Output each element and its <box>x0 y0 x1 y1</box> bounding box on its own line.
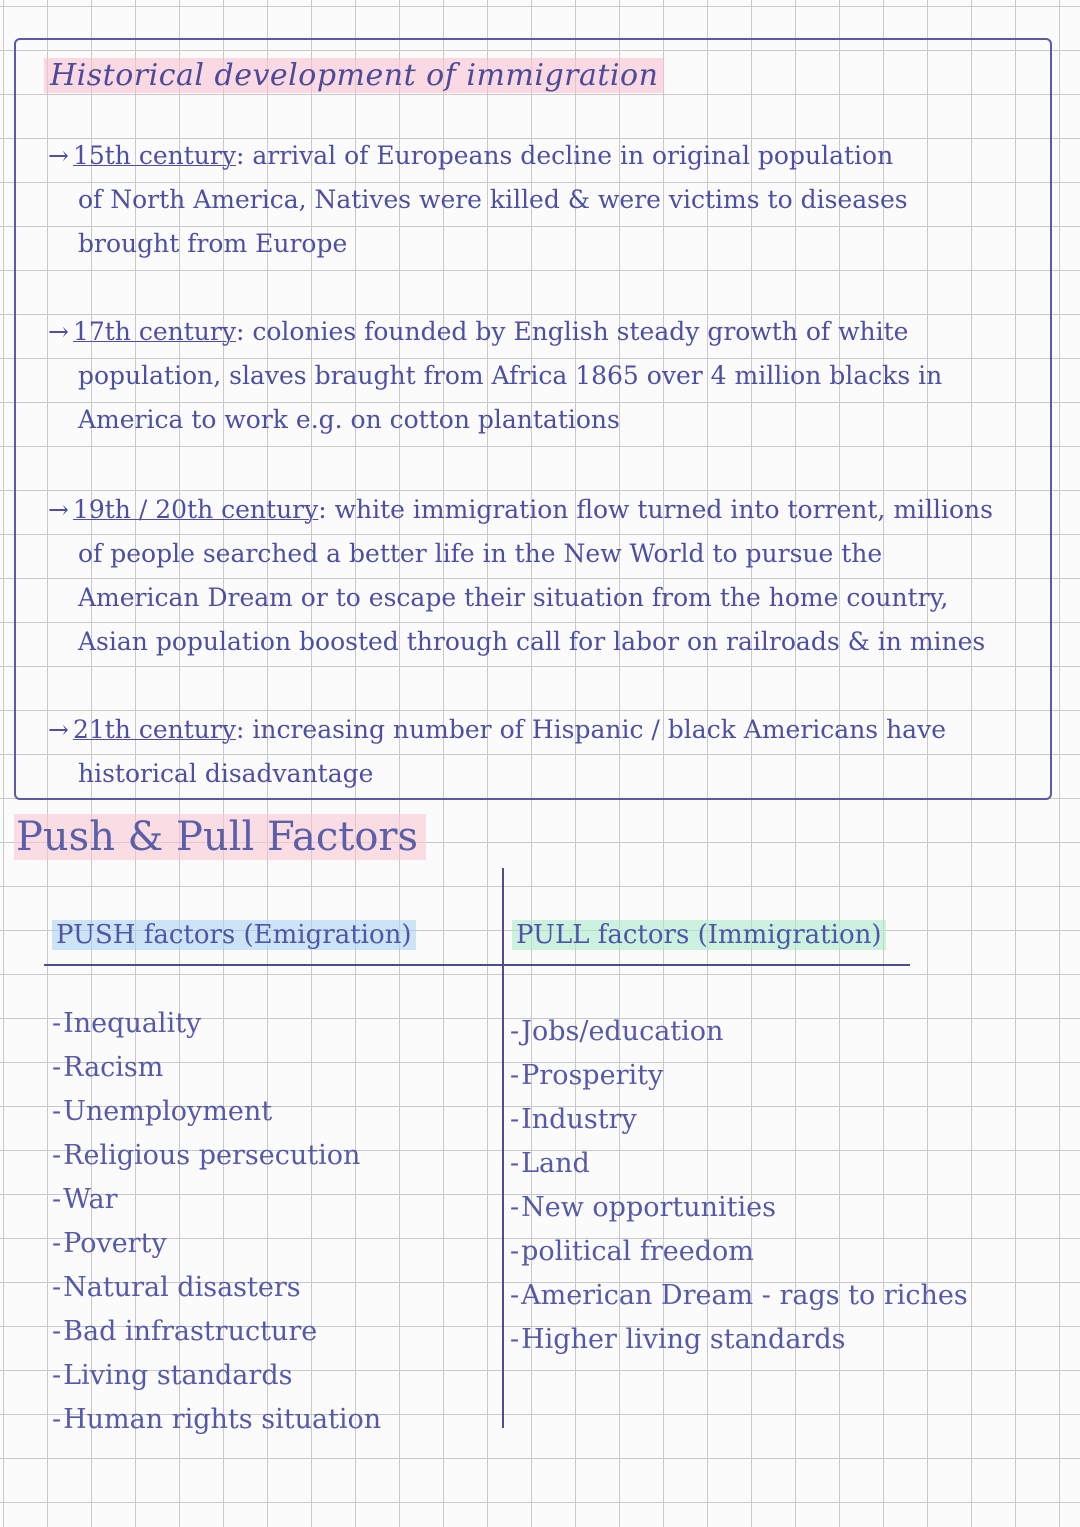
entry-line: : colonies founded by English steady growth of white <box>235 317 909 346</box>
arrow-icon: → <box>48 495 69 524</box>
history-entry-15th <box>48 134 1038 266</box>
list-item: - Higher living standards <box>510 1318 968 1362</box>
entry-century: 21th century <box>72 715 236 744</box>
entry-line: of North America, Natives were killed & were victims to diseases <box>78 185 908 214</box>
list-item: - political freedom <box>510 1230 968 1274</box>
entry-century: 15th century <box>72 141 236 170</box>
list-item: - War <box>52 1178 381 1222</box>
history-entry-21th <box>48 708 1038 796</box>
push-factors-list <box>52 1002 381 1442</box>
entry-line: historical disadvantage <box>78 759 374 788</box>
pull-factors-header: PULL factors (Immigration) <box>512 920 886 950</box>
list-item: - Inequality <box>52 1002 381 1046</box>
list-item: - Human rights situation <box>52 1398 381 1442</box>
list-item: - Poverty <box>52 1222 381 1266</box>
list-item: - Natural disasters <box>52 1266 381 1310</box>
push-factors-header: PUSH factors (Emigration) <box>52 920 416 950</box>
list-item: - Living standards <box>52 1354 381 1398</box>
entry-line: of people searched a better life in the New World to pursue the <box>78 539 883 568</box>
list-item: - Industry <box>510 1098 968 1142</box>
column-divider <box>502 868 504 1428</box>
entry-line: America to work e.g. on cotton plantations <box>78 405 620 434</box>
list-item: - Land <box>510 1142 968 1186</box>
entry-line: American Dream or to escape their situation from the home country, <box>78 583 949 612</box>
entry-century: 17th century <box>72 317 236 346</box>
entry-century: 19th / 20th century <box>72 495 319 524</box>
arrow-icon: → <box>48 317 69 346</box>
list-item: - American Dream - rags to riches <box>510 1274 968 1318</box>
arrow-icon: → <box>48 715 69 744</box>
entry-line: : arrival of Europeans decline in original population <box>235 141 894 170</box>
entry-line: : increasing number of Hispanic / black Americans have <box>235 715 946 744</box>
entry-line: : white immigration flow turned into torrent, millions <box>318 495 993 524</box>
entry-line: brought from Europe <box>78 229 348 258</box>
list-item: - Religious persecution <box>52 1134 381 1178</box>
pull-factors-list <box>510 1010 968 1362</box>
history-title: Historical development of immigration <box>44 58 664 93</box>
list-item: - Racism <box>52 1046 381 1090</box>
list-item: - New opportunities <box>510 1186 968 1230</box>
entry-line: Asian population boosted through call for labor on railroads & in mines <box>78 627 986 656</box>
history-entry-19th-20th <box>48 488 1038 664</box>
entry-line: population, slaves braught from Africa 1865 over 4 million blacks in <box>78 361 943 390</box>
history-entry-17th <box>48 310 1038 442</box>
push-pull-title: Push & Pull Factors <box>14 814 426 860</box>
list-item: - Prosperity <box>510 1054 968 1098</box>
header-underline <box>44 964 910 966</box>
arrow-icon: → <box>48 141 69 170</box>
list-item: - Bad infrastructure <box>52 1310 381 1354</box>
list-item: - Unemployment <box>52 1090 381 1134</box>
list-item: - Jobs/education <box>510 1010 968 1054</box>
